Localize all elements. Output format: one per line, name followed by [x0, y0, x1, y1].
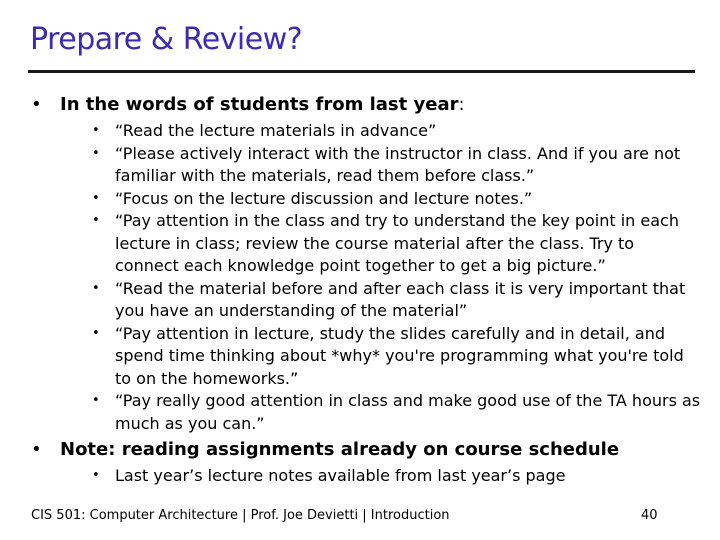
bullet-students-words: [31, 93, 701, 435]
bullet-dot-icon: •: [92, 213, 100, 228]
bullet-dot-icon: •: [92, 325, 100, 341]
bullet-dot-icon: •: [92, 280, 100, 296]
footer-text: CIS 501: Computer Architecture | Prof. Joe Devietti | Introduction: [31, 508, 450, 523]
bullet-dot-icon: •: [31, 439, 42, 460]
bullet-dot-icon: •: [92, 393, 100, 408]
quote-list: [92, 120, 701, 435]
quote-item: [92, 390, 701, 435]
slide-body: [31, 93, 701, 488]
quote-item: [92, 120, 701, 143]
quote-item: [92, 143, 701, 188]
title-divider: [28, 70, 695, 73]
note-text: Last year’s lecture notes available from last year’s page: [115, 466, 566, 485]
page-number: 40: [641, 508, 658, 523]
bullet-dot-icon: •: [92, 123, 100, 138]
slide-title: Prepare & Review?: [30, 22, 303, 57]
quote-text: “Focus on the lecture discussion and lecture notes.”: [115, 188, 533, 208]
bullet-dot-icon: •: [92, 190, 100, 206]
quote-text: “Pay attention in lecture, study the slides carefully and in detail, and spend time thinking about *why* you're programming what you're told to on the homeworks.”: [115, 323, 684, 388]
note-list: [92, 465, 701, 488]
quote-text: “Please actively interact with the instructor in class. And if you are not familiar with the materials, read them before class.”: [115, 143, 681, 185]
note-item: [92, 465, 701, 488]
quote-text: “Read the lecture materials in advance”: [115, 121, 437, 140]
bullet-text: In the words of students from last year: [60, 94, 459, 115]
bullet-dot-icon: •: [92, 468, 100, 483]
quote-text: “Pay attention in the class and try to understand the key point in each lecture in class; review the course material after the class. Try to connect each knowledge point together to get a big picture.”: [115, 211, 679, 275]
bullet-suffix: :: [458, 94, 465, 115]
bullet-text: Note: reading assignments already on course schedule: [60, 439, 620, 460]
bullet-reading-note: [31, 438, 701, 488]
quote-text: “Read the material before and after each class it is very important that you have an understanding of the material”: [115, 278, 686, 320]
quote-item: [92, 188, 701, 211]
quote-item: [92, 323, 701, 391]
quote-item: [92, 210, 701, 278]
bullet-list: [31, 93, 701, 488]
bullet-dot-icon: •: [92, 145, 100, 161]
quote-item: [92, 278, 701, 323]
quote-text: “Pay really good attention in class and make good use of the TA hours as much as you can.”: [115, 391, 701, 433]
bullet-dot-icon: •: [31, 94, 42, 115]
